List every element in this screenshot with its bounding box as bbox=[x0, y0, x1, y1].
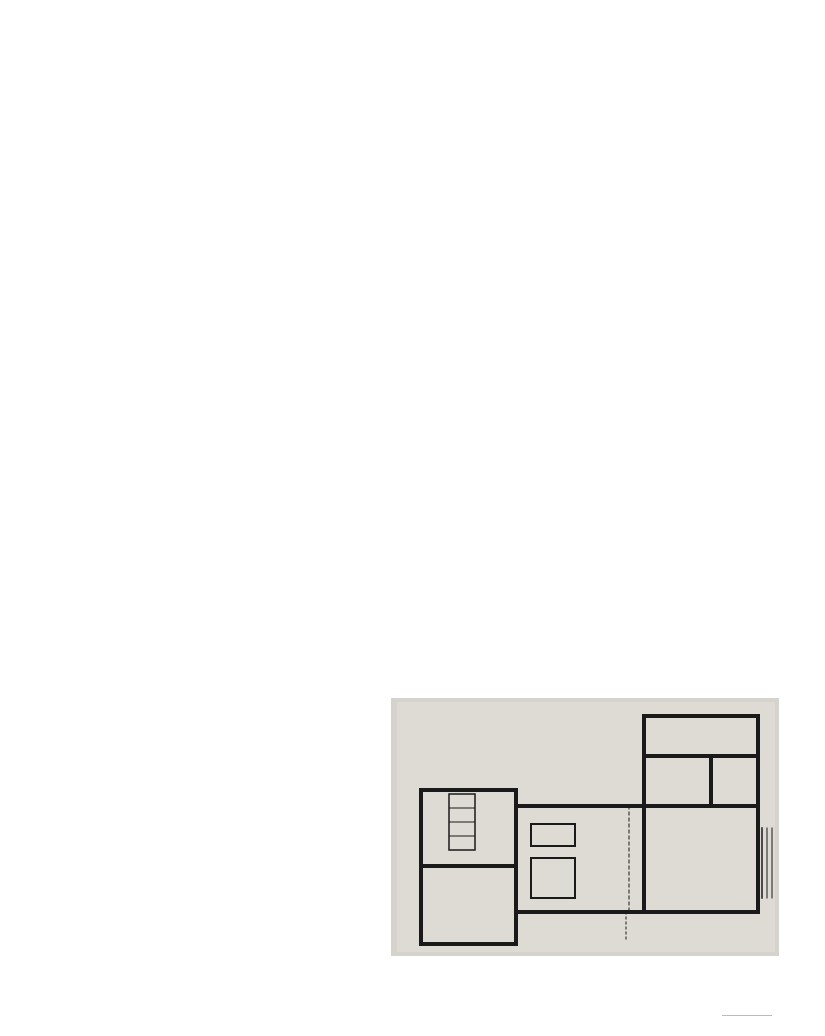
floor-plan-drawing bbox=[391, 698, 779, 956]
page-number-rule bbox=[722, 1015, 772, 1016]
section-1898 bbox=[27, 71, 797, 94]
section-1906 bbox=[27, 114, 797, 162]
section-1893 bbox=[27, 43, 797, 66]
document-page bbox=[27, 20, 797, 162]
